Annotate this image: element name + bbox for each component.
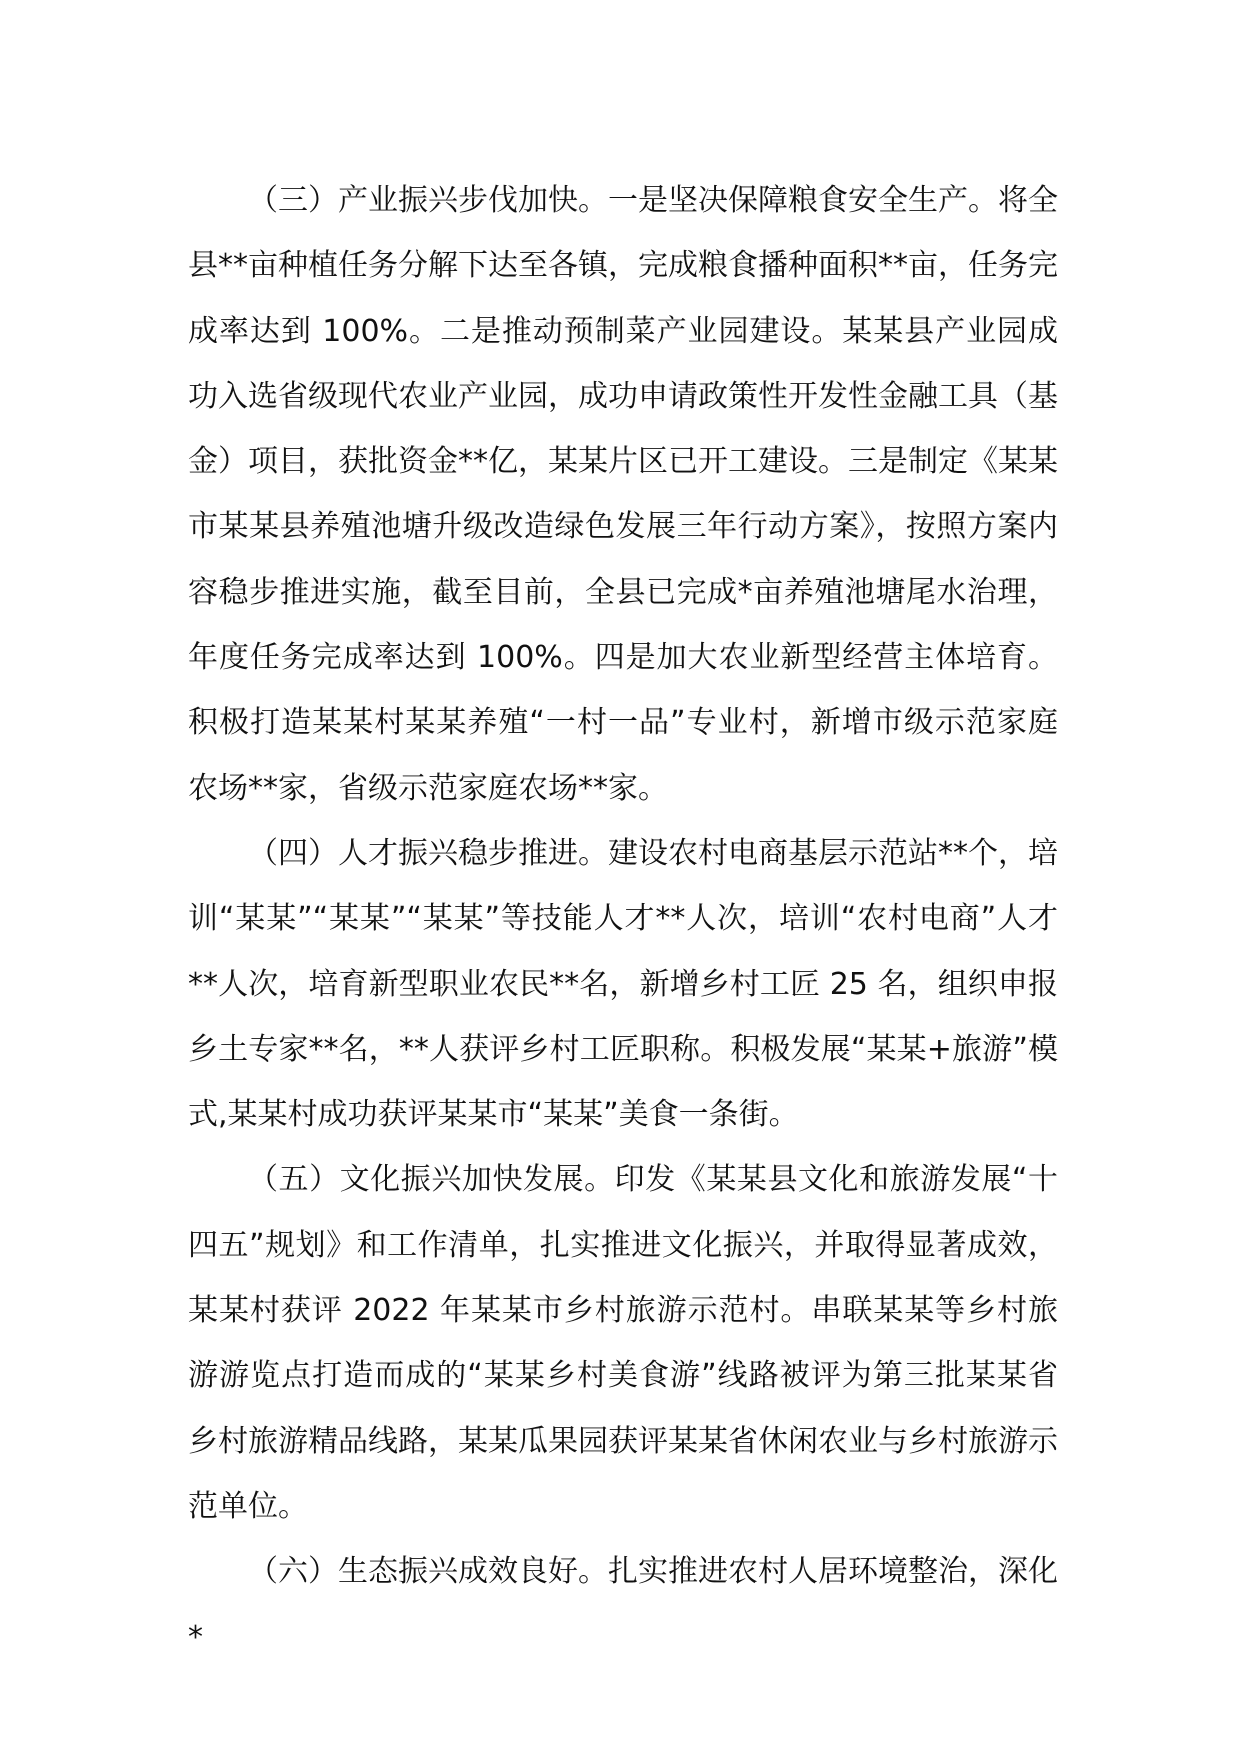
paragraph-culture-revitalization: （五）文化振兴加快发展。印发《某某县文化和旅游发展“十四五”规划》和工作清单，扎实推进文化振兴，并取得显著成效，某某村获评 2022 年某某市乡村旅游示范村。串联某某等乡村旅游游览点打造而成的“某某乡村美食游”线路被评为第三批某某省乡村旅游精品线路，某某瓜果园获评某某省休闲农业与乡村旅游示范单位。 [188, 1162, 1058, 1524]
paragraph-industry-revitalization: （三）产业振兴步伐加快。一是坚决保障粮食安全生产。将全县**亩种植任务分解下达至各镇，完成粮食播种面积**亩，任务完成率达到 100%。二是推动预制菜产业园建设。某某县产业园成功入选省级现代农业产业园，成功申请政策性开发性金融工具（基金）项目，获批资金**亿，某某片区已开工建设。三是制定《某某市某某县养殖池塘升级改造绿色发展三年行动方案》，按照方案内容稳步推进实施，截至目前，全县已完成*亩养殖池塘尾水治理，年度任务完成率达到 100%。四是加大农业新型经营主体培育。积极打造某某村某某养殖“一村一品”专业村，新增市级示范家庭农场**家，省级示范家庭农场**家。 [188, 183, 1058, 806]
paragraph-talent-revitalization: （四）人才振兴稳步推进。建设农村电商基层示范站**个，培训“某某”“某某”“某某”等技能人才**人次，培训“农村电商”人才**人次，培育新型职业农民**名，新增乡村工匠 25 名，组织申报乡土专家**名，**人获评乡村工匠职称。积极发展“某某+旅游”模式,某某村成功获评某某市“某某”美食一条街。 [188, 835, 1058, 1133]
document-body [188, 168, 1058, 1670]
paragraph-ecology-revitalization: （六）生态振兴成效良好。扎实推进农村人居环境整治，深化* [188, 1554, 1058, 1655]
